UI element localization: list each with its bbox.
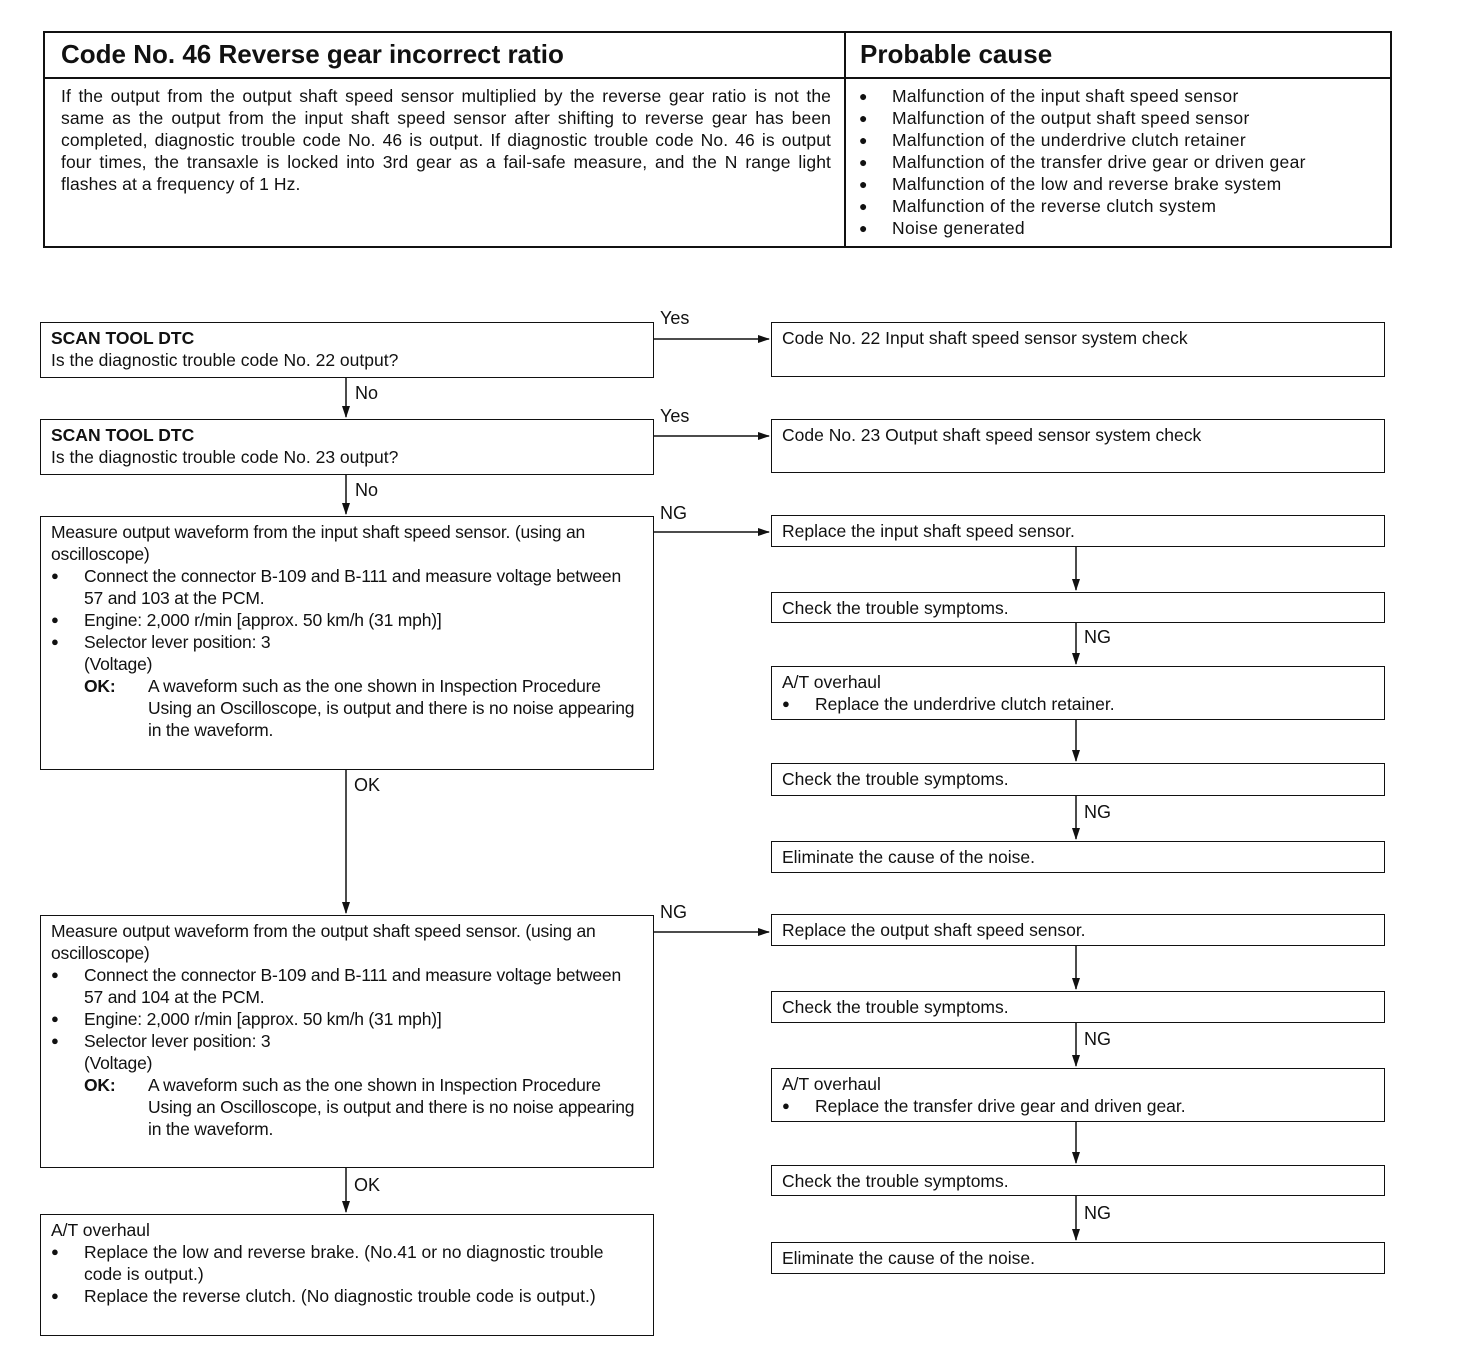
box-question: Is the diagnostic trouble code No. 22 output?	[51, 350, 399, 370]
box-text: Replace the output shaft speed sensor.	[782, 920, 1086, 940]
label-ok: OK	[354, 775, 381, 795]
condition-item: ● Connect the connector B-109 and B-111 and measure voltage between 57 and 103 at the PCM.	[51, 565, 643, 609]
ok-criteria	[51, 1074, 643, 1140]
label-ng: NG	[660, 902, 687, 922]
code-22-check-box	[771, 322, 1385, 377]
check-symptoms-box	[771, 592, 1385, 623]
cause-item: ● Malfunction of the input shaft speed sensor	[859, 85, 1306, 107]
box-title: SCAN TOOL DTC	[51, 425, 195, 445]
overhaul-item: ● Replace the reverse clutch. (No diagnostic trouble code is output.)	[51, 1285, 643, 1307]
condition-item: ● Selector lever position: 3	[51, 631, 643, 653]
box-text: Check the trouble symptoms.	[782, 598, 1009, 618]
check-symptoms-box	[771, 991, 1385, 1023]
eliminate-noise-box	[771, 1242, 1385, 1274]
box-text: Eliminate the cause of the noise.	[782, 1248, 1035, 1268]
measure-instruction: Measure output waveform from the output shaft speed sensor. (using an oscilloscope)	[51, 921, 596, 963]
probable-cause-title: Probable cause	[860, 39, 1053, 69]
label-ng: NG	[1084, 1029, 1111, 1049]
cause-item: ● Malfunction of the underdrive clutch retainer	[859, 129, 1306, 151]
cause-item: ● Malfunction of the reverse clutch system	[859, 195, 1306, 217]
condition-item: ● Connect the connector B-109 and B-111 and measure voltage between 57 and 104 at the PCM.	[51, 964, 643, 1008]
replace-input-sensor-box	[771, 515, 1385, 547]
box-text: Code No. 22 Input shaft speed sensor system check	[782, 328, 1188, 348]
overhaul-title: A/T overhaul	[51, 1220, 150, 1240]
measure-conditions	[51, 964, 643, 1052]
check-symptoms-box	[771, 763, 1385, 796]
ok-label: OK:	[84, 676, 116, 696]
label-ng: NG	[1084, 627, 1111, 647]
measure-instruction: Measure output waveform from the input shaft speed sensor. (using an oscilloscope)	[51, 522, 586, 564]
overhaul-items	[782, 693, 1374, 715]
box-text: Replace the input shaft speed sensor.	[782, 521, 1075, 541]
scan-tool-dtc-23-box	[40, 419, 654, 475]
ok-text: A waveform such as the one shown in Inspection Procedure Using an Oscilloscope, is output and there is no noise appearing in the waveform.	[148, 676, 635, 740]
input-shaft-waveform-box	[40, 516, 654, 770]
label-ng: NG	[1084, 802, 1111, 822]
cause-item: ● Malfunction of the transfer drive gear or driven gear	[859, 151, 1306, 173]
label-ok: OK	[354, 1175, 381, 1195]
replace-output-sensor-box	[771, 914, 1385, 946]
box-text: Eliminate the cause of the noise.	[782, 847, 1035, 867]
voltage-note: (Voltage)	[84, 654, 153, 674]
eliminate-noise-box	[771, 841, 1385, 873]
check-symptoms-box	[771, 1165, 1385, 1196]
overhaul-item: ● Replace the low and reverse brake. (No.41 or no diagnostic trouble code is output.)	[51, 1241, 643, 1285]
cause-item: ● Noise generated	[859, 217, 1306, 239]
condition-item: ● Engine: 2,000 r/min [approx. 50 km/h (31 mph)]	[51, 1008, 643, 1030]
label-ng: NG	[660, 503, 687, 523]
output-shaft-waveform-box	[40, 915, 654, 1168]
box-text: Check the trouble symptoms.	[782, 1171, 1009, 1191]
label-no: No	[355, 480, 379, 500]
label-yes: Yes	[660, 308, 690, 328]
overhaul-underdrive-box	[771, 666, 1385, 720]
box-text: Check the trouble symptoms.	[782, 997, 1009, 1017]
label-yes: Yes	[660, 406, 690, 426]
overhaul-title: A/T overhaul	[782, 1074, 881, 1094]
overhaul-title: A/T overhaul	[782, 672, 881, 692]
label-no: No	[355, 383, 379, 403]
box-text: Code No. 23 Output shaft speed sensor system check	[782, 425, 1202, 445]
final-overhaul-box	[40, 1214, 654, 1336]
condition-item: ● Engine: 2,000 r/min [approx. 50 km/h (31 mph)]	[51, 609, 643, 631]
box-question: Is the diagnostic trouble code No. 23 output?	[51, 447, 399, 467]
box-text: Check the trouble symptoms.	[782, 769, 1009, 789]
box-title: SCAN TOOL DTC	[51, 328, 195, 348]
voltage-note: (Voltage)	[84, 1053, 153, 1073]
label-ng: NG	[1084, 1203, 1111, 1223]
code-23-check-box	[771, 419, 1385, 473]
ok-text: A waveform such as the one shown in Inspection Procedure Using an Oscilloscope, is output and there is no noise appearing in the waveform.	[148, 1075, 635, 1139]
ok-label: OK:	[84, 1075, 116, 1095]
cause-item: ● Malfunction of the low and reverse brake system	[859, 173, 1306, 195]
overhaul-transfer-gear-box	[771, 1068, 1385, 1122]
overhaul-item: ● Replace the underdrive clutch retainer.	[782, 693, 1374, 715]
measure-conditions	[51, 565, 643, 653]
overhaul-items	[51, 1241, 643, 1307]
ok-criteria	[51, 675, 643, 741]
code-description: If the output from the output shaft speed sensor multiplied by the reverse gear ratio is not the same as the output from the input shaft speed sensor after shifting to reverse gear has been completed, diagnostic trouble code No. 46 is output. If diagnostic trouble code No. 46 is output four times, the transaxle is locked into 3rd gear as a fail-safe measure, and the N range light flashes at a frequency of 1 Hz.	[61, 86, 831, 194]
overhaul-items	[782, 1095, 1374, 1117]
code-title: Code No. 46 Reverse gear incorrect ratio	[61, 39, 564, 69]
scan-tool-dtc-22-box	[40, 322, 654, 378]
overhaul-item: ● Replace the transfer drive gear and driven gear.	[782, 1095, 1374, 1117]
condition-item: ● Selector lever position: 3	[51, 1030, 643, 1052]
cause-item: ● Malfunction of the output shaft speed sensor	[859, 107, 1306, 129]
